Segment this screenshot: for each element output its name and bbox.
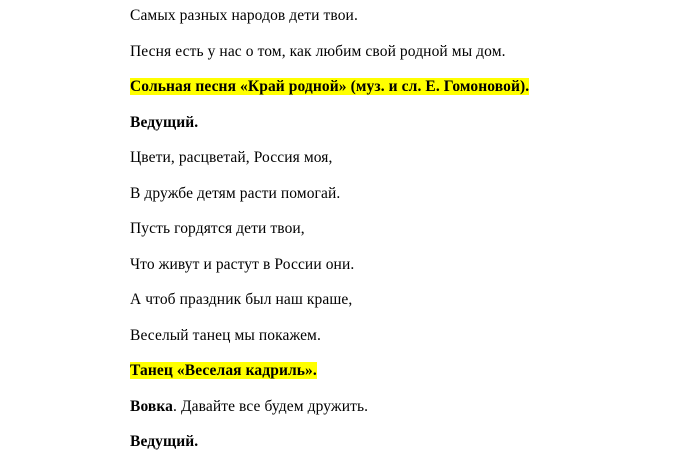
line-text: В дружбе детям расти помогай. [130, 184, 341, 202]
document-line [130, 221, 670, 237]
line-text: . Давайте все будем дружить. [173, 397, 369, 415]
document-line-speaker [130, 434, 670, 450]
document-line [130, 186, 670, 202]
speaker-label: Ведущий. [130, 113, 199, 131]
line-text: Цвети, расцветай, Россия моя, [130, 149, 333, 166]
line-text: Самых разных народов дети твои. [130, 7, 358, 24]
highlighted-text: Танец «Веселая кадриль». [130, 362, 317, 379]
document-line [130, 257, 670, 273]
document-line [130, 8, 670, 24]
document-line-speaker [130, 115, 670, 131]
speaker-label: Ведущий. [130, 433, 199, 450]
highlighted-text: Сольная песня «Край родной» (муз. и сл. Е. Гомоновой). [130, 78, 530, 95]
document-line [130, 292, 670, 308]
document-line-speaker [130, 399, 670, 415]
line-text: Веселый танец мы покажем. [130, 326, 321, 344]
document-line-highlighted [130, 363, 670, 379]
document-line [130, 44, 670, 60]
line-text: А чтоб праздник был наш краше, [130, 291, 353, 308]
line-text: Песня есть у нас о том, как любим свой родной мы дом. [130, 42, 506, 60]
speaker-name: Вовка [130, 397, 174, 415]
line-text: Что живут и растут в России они. [130, 255, 355, 273]
line-text: Пусть гордятся дети твои, [130, 220, 305, 237]
document-line [130, 150, 670, 166]
document-line-highlighted [130, 79, 670, 95]
document-line [130, 328, 670, 344]
